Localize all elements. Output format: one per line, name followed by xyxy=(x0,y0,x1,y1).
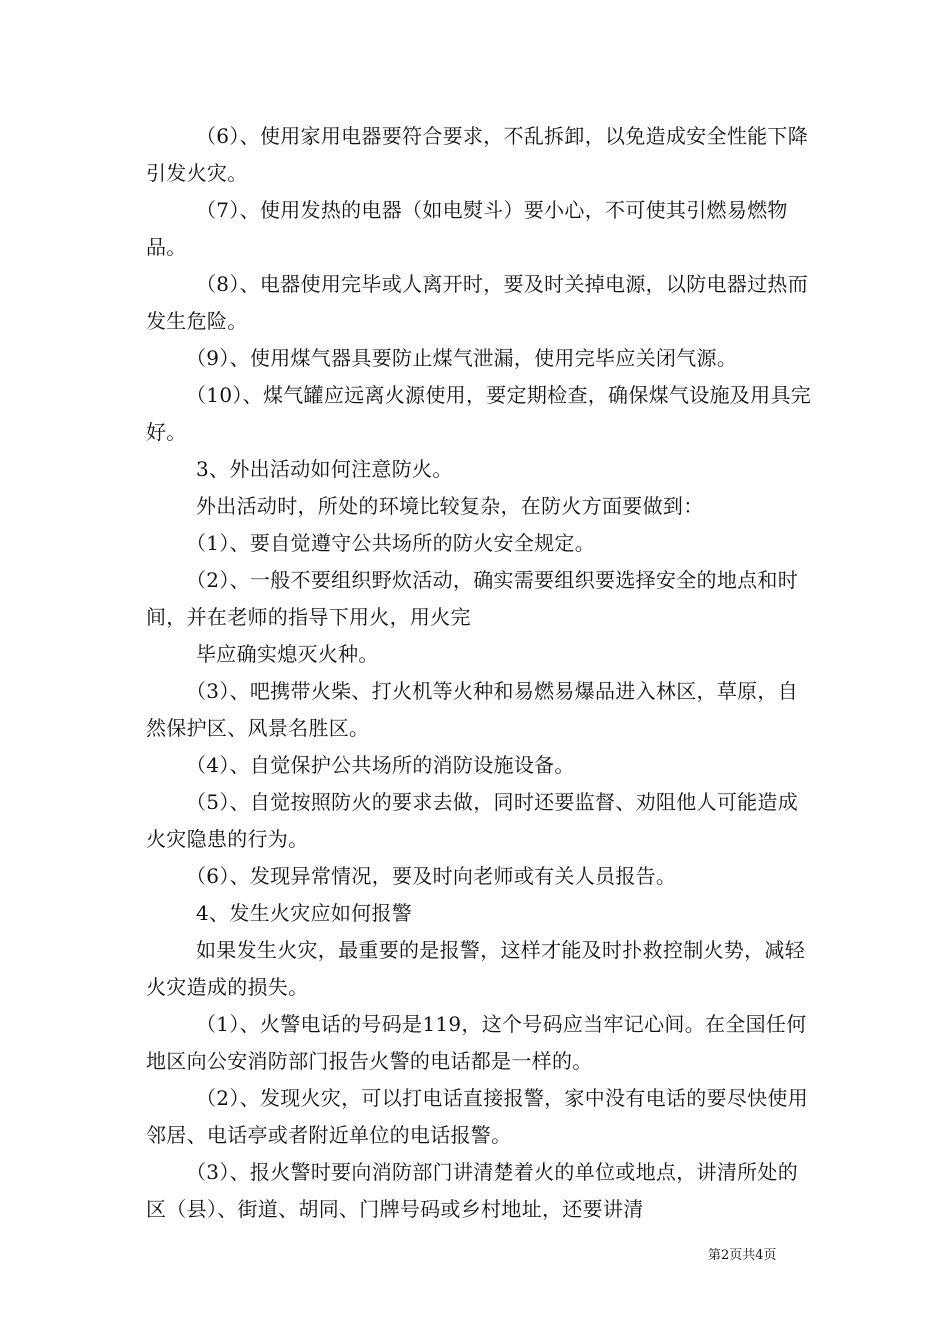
paragraph: （6）、使用家用电器要符合要求，不乱拆卸，以免造成安全性能下降引发火灾。 xyxy=(146,124,809,185)
paragraph: （3）、报火警时要向消防部门讲清楚着火的单位或地点，讲清所处的区（县）、街道、胡同、门牌号码或乡村地址，还要讲清 xyxy=(146,1160,799,1221)
paragraph: （9）、使用煤气器具要防止煤气泄漏，使用完毕应关闭气源。 xyxy=(186,346,738,370)
paragraph: （6）、发现异常情况，要及时向老师或有关人员报告。 xyxy=(186,864,677,888)
paragraph: （3）、吧携带火柴、打火机等火种和易燃易爆品进入林区，草原，自然保护区、风景名胜区。 xyxy=(146,679,799,740)
paragraph: （5）、自觉按照防火的要求去做，同时还要监督、劝阻他人可能造成火灾隐患的行为。 xyxy=(146,790,799,851)
paragraph: （1）、火警电话的号码是119，这个号码应当牢记心间。在全国任何地区向公安消防部门报告火警的电话都是一样的。 xyxy=(146,1012,807,1073)
paragraph: （10）、煤气罐应远离火源使用，要定期检查，确保煤气设施及用具完好。 xyxy=(146,383,812,444)
paragraph: （8）、电器使用完毕或人离开时，要及时关掉电源，以防电器过热而发生危险。 xyxy=(146,272,809,333)
document-body xyxy=(146,118,812,1228)
page-number-footer: 第2页共4页 xyxy=(708,1248,777,1263)
paragraph: （4）、自觉保护公共场所的消防设施设备。 xyxy=(186,753,575,777)
paragraph: （1）、要自觉遵守公共场所的防火安全规定。 xyxy=(186,531,596,555)
section-heading: 4、发生火灾应如何报警 xyxy=(196,901,413,925)
paragraph-continuation: 毕应确实熄灭火种。 xyxy=(196,642,379,666)
paragraph: （2）、一般不要组织野炊活动，确实需要组织要选择安全的地点和时间，并在老师的指导下用火，用火完 xyxy=(146,568,799,629)
paragraph: （2）、发现火灾，可以打电话直接报警，家中没有电话的要尽快使用邻居、电话亭或者附近单位的电话报警。 xyxy=(146,1086,809,1147)
section-heading: 3、外出活动如何注意防火。 xyxy=(196,457,453,481)
paragraph: 如果发生火灾，最重要的是报警，这样才能及时扑救控制火势，减轻火灾造成的损失。 xyxy=(146,938,805,999)
paragraph: （7）、使用发热的电器（如电熨斗）要小心，不可使其引燃易燃物品。 xyxy=(146,198,788,259)
paragraph: 外出活动时，所处的环境比较复杂，在防火方面要做到： xyxy=(196,494,704,518)
